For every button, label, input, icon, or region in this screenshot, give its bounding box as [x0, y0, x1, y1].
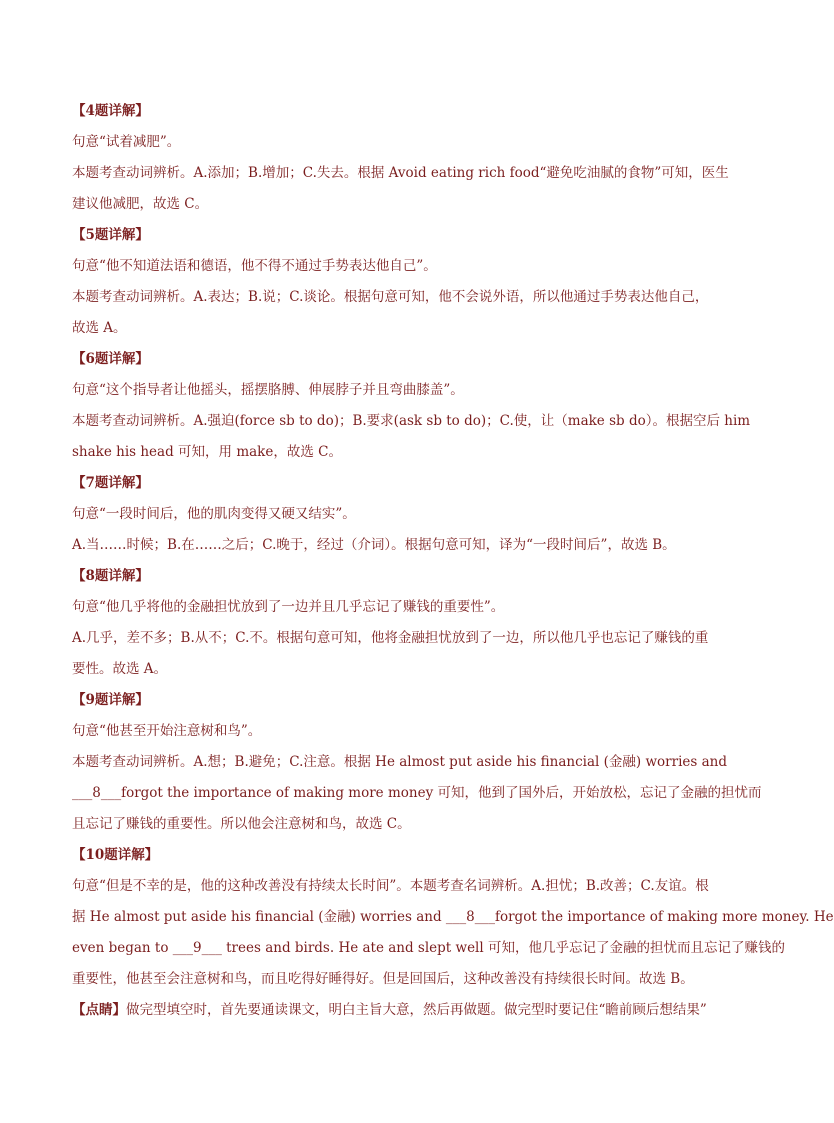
section-6-line-3: shake his head 可知，用 make，故选 C。 [72, 444, 342, 460]
section-5-line-3: 故选 A。 [72, 320, 127, 336]
section-6-line-2: 本题考查动词辨析。A.强迫(force sb to do)；B.要求(ask sb to do)；C.使，让（make sb do）。根据空后 him [72, 413, 751, 429]
section-heading-6: 【6题详解】 [72, 351, 149, 367]
section-4-line-2: 本题考查动词辨析。A.添加；B.增加；C.失去。根据 Avoid eating rich food“避免吃油腻的食物”可知，医生 [72, 165, 729, 181]
section-9-line-1: 句意“他甚至开始注意树和鸟”。 [72, 723, 262, 739]
section-4-line-1: 句意“试着减肥”。 [72, 134, 181, 150]
section-8-line-1: 句意“他几乎将他的金融担忧放到了一边并且几乎忘记了赚钱的重要性”。 [72, 599, 505, 615]
tip-label: 【点睛】 [72, 1002, 126, 1018]
section-7-line-1: 句意“一段时间后，他的肌肉变得又硬又结实”。 [72, 506, 356, 522]
section-heading-10: 【10题详解】 [72, 847, 159, 863]
section-10-line-2: 据 He almost put aside his financial (金融) worries and ___8___forgot the importance of making more money. He [72, 909, 834, 925]
section-7-line-2: A.当……时候；B.在……之后；C.晚于，经过（介词）。根据句意可知，译为“一段时间后”，故选 B。 [72, 537, 676, 553]
section-5-line-2: 本题考查动词辨析。A.表达；B.说；C.谈论。根据句意可知，他不会说外语，所以他通过手势表达他自己， [72, 289, 709, 305]
tip-line [72, 995, 724, 1026]
section-heading-9: 【9题详解】 [72, 692, 149, 708]
section-6-line-1: 句意“这个指导者让他摇头，摇摆胳膊、伸展脖子并且弯曲膝盖”。 [72, 382, 464, 398]
section-9-line-3: ___8___forgot the importance of making more money 可知，他到了国外后，开始放松，忘记了金融的担忧而 [72, 785, 762, 801]
tip-text: 做完型填空时，首先要通读课文，明白主旨大意，然后再做题。做完型时要记住“瞻前顾后想结果” [126, 1002, 707, 1018]
section-8-line-3: 要性。故选 A。 [72, 661, 168, 677]
section-heading-4: 【4题详解】 [72, 103, 149, 119]
section-4-line-3: 建议他减肥，故选 C。 [72, 196, 209, 212]
section-10-line-4: 重要性，他甚至会注意树和鸟，而且吃得好睡得好。但是回国后，这种改善没有持续很长时间。故选 B。 [72, 971, 694, 987]
section-10-line-3: even began to ___9___ trees and birds. He ate and slept well 可知，他几乎忘记了金融的担忧而且忘记了赚钱的 [72, 940, 785, 956]
section-9-line-2: 本题考查动词辨析。A.想；B.避免；C.注意。根据 He almost put aside his financial (金融) worries and [72, 754, 727, 770]
section-5-line-1: 句意“他不知道法语和德语，他不得不通过手势表达他自己”。 [72, 258, 437, 274]
section-9-line-4: 且忘记了赚钱的重要性。所以他会注意树和鸟，故选 C。 [72, 816, 411, 832]
section-heading-8: 【8题详解】 [72, 568, 149, 584]
section-8-line-2: A.几乎，差不多；B.从不；C.不。根据句意可知，他将金融担忧放到了一边，所以他几乎也忘记了赚钱的重 [72, 630, 709, 646]
answer-explanations [72, 96, 834, 1026]
section-heading-5: 【5题详解】 [72, 227, 149, 243]
section-10-line-1: 句意“但是不幸的是，他的这种改善没有持续太长时间”。本题考查名词辨析。A.担忧；B.改善；C.友谊。根 [72, 878, 709, 894]
section-heading-7: 【7题详解】 [72, 475, 149, 491]
